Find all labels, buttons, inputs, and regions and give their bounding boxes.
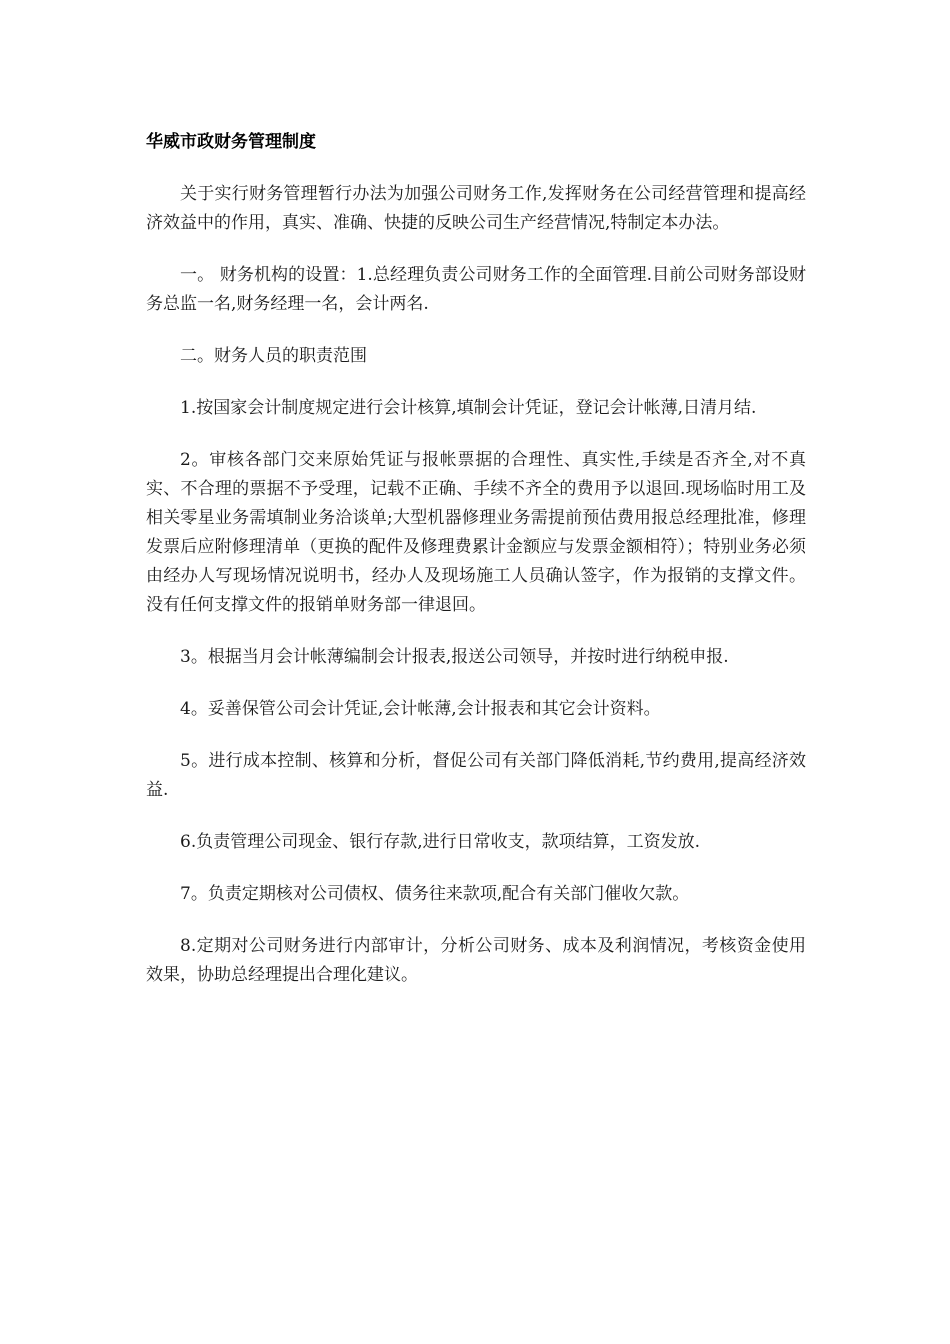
paragraph-intro: 关于实行财务管理暂行办法为加强公司财务工作,发挥财务在公司经营管理和提高经济效益中的作用，真实、准确、快捷的反映公司生产经营情况,特制定本办法。 bbox=[146, 184, 806, 233]
paragraph-duty-5: 5。进行成本控制、核算和分析，督促公司有关部门降低消耗,节约费用,提高经济效益. bbox=[146, 751, 806, 800]
paragraph-section-2-heading: 二。财务人员的职责范围 bbox=[180, 346, 367, 366]
document-title: 华威市政财务管理制度 bbox=[146, 132, 316, 152]
paragraph-duty-7: 7。负责定期核对公司债权、债务往来款项,配合有关部门催收欠款。 bbox=[180, 884, 690, 904]
paragraph-duty-4: 4。妥善保管公司会计凭证,会计帐薄,会计报表和其它会计资料。 bbox=[180, 699, 661, 719]
paragraph-duty-3: 3。根据当月会计帐薄编制会计报表,报送公司领导，并按时进行纳税申报. bbox=[180, 647, 729, 667]
paragraph-duty-2: 2。审核各部门交来原始凭证与报帐票据的合理性、真实性,手续是否齐全,对不真实、不合理的票据不予受理，记载不正确、手续不齐全的费用予以退回.现场临时用工及相关零星业务需填制业务洽谈单;大型机器修理业务需提前预估费用报总经理批准，修理发票后应附修理清单（更换的配件及修理费累计金额应与发票金额相符）；特别业务必须由经办人写现场情况说明书，经办人及现场施工人员确认签字，作为报销的支撑文件。没有任何支撑文件的报销单财务部一律退回。 bbox=[146, 450, 806, 615]
paragraph-duty-1: 1.按国家会计制度规定进行会计核算,填制会计凭证，登记会计帐薄,日清月结. bbox=[180, 398, 757, 418]
paragraph-section-1: 一。 财务机构的设置：1.总经理负责公司财务工作的全面管理.目前公司财务部设财务总监一名,财务经理一名，会计两名. bbox=[146, 265, 806, 314]
document-page bbox=[146, 128, 806, 1013]
paragraph-duty-8: 8.定期对公司财务进行内部审计，分析公司财务、成本及利润情况，考核资金使用效果，协助总经理提出合理化建议。 bbox=[146, 936, 806, 985]
paragraph-duty-6: 6.负责管理公司现金、银行存款,进行日常收支，款项结算，工资发放. bbox=[180, 832, 701, 852]
